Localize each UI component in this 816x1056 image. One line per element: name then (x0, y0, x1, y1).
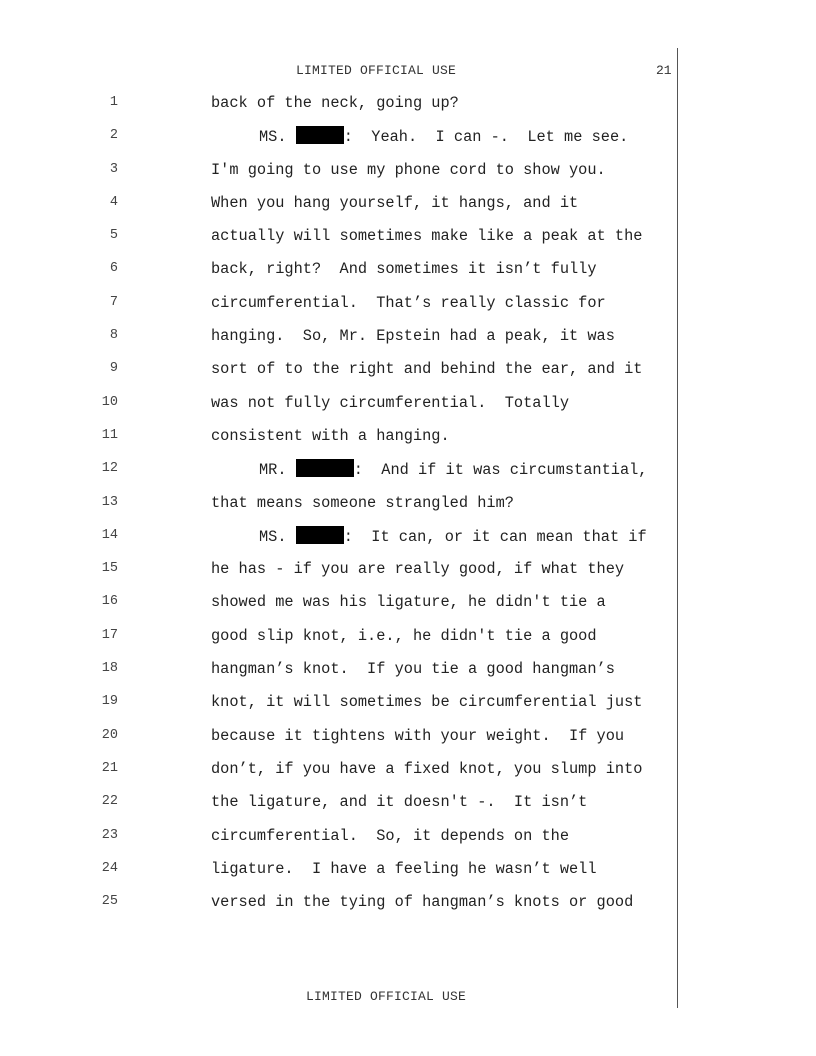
transcript-line (0, 526, 816, 559)
transcript-line (0, 892, 816, 925)
transcript-line (0, 226, 816, 259)
speaker-title: MR. (259, 461, 287, 480)
redaction-box (296, 526, 344, 544)
line-number: 10 (101, 394, 118, 410)
transcript-line (0, 692, 816, 725)
transcript-line (0, 259, 816, 292)
line-text: ligature. I have a feeling he wasn’t well (211, 859, 597, 878)
speaker-title: MS. (259, 527, 287, 546)
line-text: the ligature, and it doesn't -. It isn’t (211, 793, 588, 812)
transcript-line (0, 726, 816, 759)
line-number: 13 (101, 494, 118, 510)
line-number: 9 (109, 361, 118, 377)
line-text: circumferential. That’s really classic for (211, 293, 606, 312)
transcript-body (0, 93, 816, 925)
transcript-line (0, 759, 816, 792)
redaction-box (296, 459, 354, 477)
line-number: 12 (101, 461, 118, 477)
speaker-line (211, 126, 628, 147)
line-text: hangman’s knot. If you tie a good hangman’s (211, 660, 615, 679)
transcript-line (0, 193, 816, 226)
line-text: consistent with a hanging. (211, 426, 450, 445)
speaker-line (211, 459, 647, 480)
line-number: 18 (101, 661, 118, 677)
transcript-line (0, 393, 816, 426)
transcript-line (0, 592, 816, 625)
transcript-line (0, 659, 816, 692)
line-text: hanging. So, Mr. Epstein had a peak, it was (211, 327, 615, 346)
line-number: 23 (101, 827, 118, 843)
transcript-line (0, 93, 816, 126)
line-text: sort of to the right and behind the ear, and it (211, 360, 643, 379)
line-text: he has - if you are really good, if what they (211, 560, 625, 579)
transcript-line (0, 326, 816, 359)
line-number: 21 (101, 760, 118, 776)
line-number: 1 (109, 95, 118, 110)
speaker-line (211, 526, 647, 547)
speaker-statement: : It can, or it can mean that if (343, 527, 647, 546)
line-number: 25 (101, 894, 118, 910)
line-number: 14 (101, 527, 118, 543)
redaction-box (296, 126, 344, 144)
transcript-line (0, 792, 816, 825)
line-text: back of the neck, going up? (211, 94, 459, 112)
page-footer-label: LIMITED OFFICIAL USE (306, 989, 467, 1004)
line-text: actually will sometimes make like a peak at the (211, 227, 643, 246)
line-number: 11 (101, 427, 118, 443)
line-text: versed in the tying of hangman’s knots or good (211, 893, 634, 912)
line-number: 22 (101, 794, 118, 810)
line-number: 2 (109, 128, 118, 144)
line-number: 8 (109, 328, 118, 344)
line-text: I'm going to use my phone cord to show you. (211, 160, 606, 179)
line-text: When you hang yourself, it hangs, and it (211, 193, 579, 212)
speaker-statement: : And if it was circumstantial, (353, 461, 648, 480)
transcript-line (0, 826, 816, 859)
transcript-line (0, 859, 816, 892)
transcript-line (0, 293, 816, 326)
line-text: that means someone strangled him? (211, 493, 514, 512)
line-text: because it tightens with your weight. If you (211, 726, 625, 745)
line-number: 4 (109, 194, 118, 210)
transcript-line (0, 493, 816, 526)
transcript-line (0, 459, 816, 492)
transcript-line (0, 426, 816, 459)
line-number: 5 (109, 228, 118, 244)
line-number: 3 (109, 161, 118, 177)
line-text: don’t, if you have a fixed knot, you slump into (211, 759, 643, 778)
transcript-line (0, 359, 816, 392)
line-text: back, right? And sometimes it isn’t fully (211, 260, 597, 279)
line-text: showed me was his ligature, he didn't tie a (211, 593, 606, 612)
line-number: 17 (101, 627, 118, 643)
page-number: 21 (656, 63, 672, 78)
line-text: good slip knot, i.e., he didn't tie a good (211, 626, 597, 645)
transcript-line (0, 160, 816, 193)
line-number: 16 (101, 594, 118, 610)
line-number: 20 (101, 727, 118, 743)
transcript-line (0, 126, 816, 159)
line-number: 15 (101, 561, 118, 577)
speaker-statement: : Yeah. I can -. Let me see. (343, 128, 629, 147)
line-text: was not fully circumferential. Totally (211, 393, 570, 412)
line-number: 24 (101, 860, 118, 876)
transcript-line (0, 559, 816, 592)
line-number: 19 (101, 694, 118, 710)
line-text: knot, it will sometimes be circumferential just (211, 693, 643, 712)
line-number: 7 (109, 294, 118, 310)
speaker-title: MS. (259, 128, 287, 147)
page-header-label: LIMITED OFFICIAL USE (296, 63, 457, 78)
line-number: 6 (109, 261, 118, 277)
transcript-line (0, 626, 816, 659)
line-text: circumferential. So, it depends on the (211, 826, 570, 845)
